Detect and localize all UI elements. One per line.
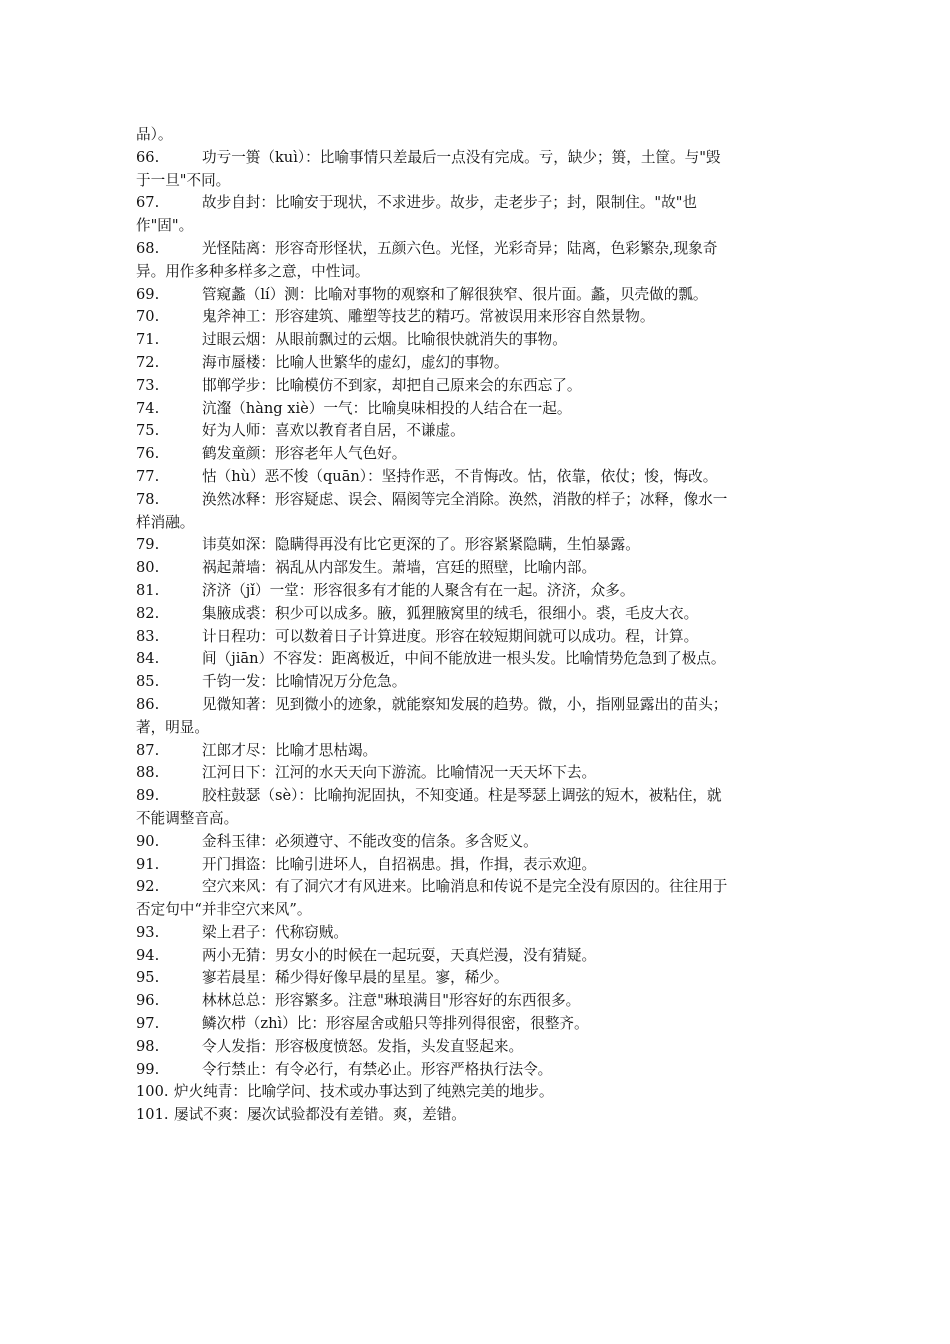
entry-number: 86.	[136, 695, 160, 713]
entry-text: 梁上君子：代称窃贼。	[202, 923, 348, 941]
entry-text: 功亏一篑（kuì）：比喻事情只差最后一点没有完成。亏，缺少；篑，土筐。与"毁	[202, 148, 721, 166]
entry-number: 78.	[136, 490, 160, 508]
idiom-entry	[136, 740, 816, 763]
entry-text: 两小无猜：男女小的时候在一起玩耍，天真烂漫，没有猜疑。	[202, 946, 597, 964]
idiom-entry	[136, 420, 816, 443]
entry-text: 鬼斧神工：形容建筑、雕塑等技艺的精巧。常被误用来形容自然景物。	[202, 308, 655, 326]
entry-text: 胶柱鼓瑟（sè）：比喻拘泥固执，不知变通。柱是琴瑟上调弦的短木，被粘住，就	[202, 787, 722, 805]
entry-number: 73.	[136, 376, 160, 394]
entry-number: 90.	[136, 832, 160, 850]
idiom-entry	[136, 352, 816, 375]
idiom-entry	[136, 990, 816, 1013]
entry-text: 令人发指：形容极度愤怒。发指，头发直竖起来。	[202, 1037, 524, 1055]
entry-text: 祸起萧墙：祸乱从内部发生。萧墙，宫廷的照壁，比喻内部。	[202, 559, 597, 577]
lead-line: 品）。	[136, 126, 173, 143]
idiom-entry	[136, 1036, 816, 1059]
idiom-entry	[136, 557, 816, 580]
entry-number: 91.	[136, 855, 160, 873]
idiom-entry	[136, 489, 816, 535]
entry-number: 68.	[136, 239, 160, 257]
entry-text: 计日程功：可以数着日子计算进度。形容在较短期间就可以成功。程，计算。	[202, 627, 699, 645]
entry-text: 故步自封：比喻安于现状，不求进步。故步，走老步子；封，限制住。"故"也	[202, 194, 698, 212]
entry-number: 82.	[136, 604, 160, 622]
idiom-entry	[136, 580, 816, 603]
entry-continuation: 样消融。	[136, 513, 195, 531]
entry-continuation: 异。用作多种多样多之意，中性词。	[136, 262, 370, 280]
idiom-entry	[136, 329, 816, 352]
idiom-entry	[136, 626, 816, 649]
entry-text: 江郎才尽：比喻才思枯竭。	[202, 741, 378, 759]
idiom-entry	[136, 398, 816, 421]
entry-number: 69.	[136, 285, 160, 303]
entry-number: 94.	[136, 946, 160, 964]
entry-text: 屡试不爽：屡次试验都没有差错。爽，差错。	[174, 1106, 466, 1124]
entry-text: 鳞次栉（zhì）比：形容屋舍或船只等排列得很密，很整齐。	[202, 1015, 589, 1033]
entry-text: 金科玉律：必须遵守、不能改变的信条。多含贬义。	[202, 832, 538, 850]
entry-number: 74.	[136, 399, 160, 417]
idiom-entry	[136, 375, 816, 398]
idiom-entry	[136, 534, 816, 557]
idiom-entry	[136, 466, 816, 489]
document-page	[136, 124, 816, 1127]
entry-number: 80.	[136, 559, 160, 577]
entry-text: 邯郸学步：比喻模仿不到家，却把自己原来会的东西忘了。	[202, 376, 582, 394]
idiom-entry	[136, 671, 816, 694]
entry-number: 85.	[136, 673, 160, 691]
idiom-entry	[136, 762, 816, 785]
entry-number: 96.	[136, 992, 160, 1010]
idiom-list	[136, 147, 816, 1127]
entry-number: 75.	[136, 422, 160, 440]
idiom-entry	[136, 694, 816, 740]
entry-text: 江河日下：江河的水天天向下游流。比喻情况一天天坏下去。	[202, 764, 597, 782]
idiom-entry	[136, 192, 816, 238]
entry-number: 92.	[136, 878, 160, 896]
entry-number: 76.	[136, 445, 160, 463]
entry-text: 空穴来风：有了洞穴才有风进来。比喻消息和传说不是完全没有原因的。往往用于	[202, 878, 728, 896]
entry-number: 98.	[136, 1037, 160, 1055]
idiom-entry	[136, 945, 816, 968]
idiom-entry	[136, 854, 816, 877]
entry-text: 海市蜃楼：比喻人世繁华的虚幻，虚幻的事物。	[202, 353, 509, 371]
entry-continuation: 著，明显。	[136, 718, 209, 736]
entry-number: 95.	[136, 969, 160, 987]
entry-number: 79.	[136, 536, 160, 554]
entry-text: 沆瀣（hàng xiè）一气：比喻臭味相投的人结合在一起。	[202, 399, 572, 417]
idiom-entry	[136, 147, 816, 193]
entry-text: 寥若晨星：稀少得好像早晨的星星。寥，稀少。	[202, 969, 509, 987]
idiom-entry	[136, 648, 816, 671]
entry-number: 89.	[136, 787, 160, 805]
entry-number: 77.	[136, 467, 160, 485]
idiom-entry	[136, 306, 816, 329]
entry-text: 间（jiān）不容发：距离极近，中间不能放进一根头发。比喻情势危急到了极点。	[202, 650, 726, 668]
entry-number: 84.	[136, 650, 160, 668]
entry-number: 81.	[136, 581, 160, 599]
idiom-entry	[136, 876, 816, 922]
entry-text: 见微知著：见到微小的迹象，就能察知发展的趋势。微，小，指刚显露出的苗头；	[202, 695, 728, 713]
entry-number: 101.	[136, 1106, 169, 1124]
entry-text: 集腋成裘：积少可以成多。腋，狐狸腋窝里的绒毛，很细小。裘，毛皮大衣。	[202, 604, 699, 622]
entry-number: 67.	[136, 194, 160, 212]
entry-number: 100.	[136, 1083, 169, 1101]
entry-text: 令行禁止：有令必行，有禁必止。形容严格执行法令。	[202, 1060, 553, 1078]
entry-text: 过眼云烟：从眼前飘过的云烟。比喻很快就消失的事物。	[202, 331, 567, 349]
entry-number: 70.	[136, 308, 160, 326]
idiom-entry	[136, 1081, 816, 1104]
entry-number: 88.	[136, 764, 160, 782]
entry-text: 怙（hù）恶不悛（quān）：坚持作恶，不肯悔改。怙，依靠，依仗；悛，悔改。	[202, 467, 718, 485]
entry-text: 光怪陆离：形容奇形怪状，五颜六色。光怪，光彩奇异；陆离，色彩繁杂,现象奇	[202, 239, 718, 257]
entry-text: 管窥蠡（lí）测：比喻对事物的观察和了解很狭窄、很片面。蠡，贝壳做的瓢。	[202, 285, 708, 303]
idiom-entry	[136, 603, 816, 626]
idiom-entry	[136, 1059, 816, 1082]
idiom-entry	[136, 238, 816, 284]
entry-text: 开门揖盗：比喻引进坏人，自招祸患。揖，作揖，表示欢迎。	[202, 855, 597, 873]
entry-continuation: 否定句中“并非空穴来风”。	[136, 901, 312, 919]
entry-number: 72.	[136, 353, 160, 371]
entry-text: 千钧一发：比喻情况万分危急。	[202, 673, 407, 691]
entry-number: 93.	[136, 923, 160, 941]
idiom-entry	[136, 922, 816, 945]
entry-number: 87.	[136, 741, 160, 759]
entry-text: 济济（jǐ）一堂：形容很多有才能的人聚含有在一起。济济，众多。	[202, 581, 635, 599]
idiom-entry	[136, 967, 816, 990]
entry-text: 林林总总：形容繁多。注意"琳琅满目"形容好的东西很多。	[202, 992, 581, 1010]
entry-text: 涣然冰释：形容疑虑、误会、隔阂等完全消除。涣然，消散的样子；冰释，像水一	[202, 490, 728, 508]
entry-continuation: 不能调整音高。	[136, 809, 239, 827]
entry-number: 71.	[136, 331, 160, 349]
idiom-entry	[136, 1013, 816, 1036]
idiom-entry	[136, 785, 816, 831]
idiom-entry	[136, 284, 816, 307]
entry-text: 鹤发童颜：形容老年人气色好。	[202, 445, 407, 463]
idiom-entry	[136, 443, 816, 466]
entry-number: 83.	[136, 627, 160, 645]
entry-text: 炉火纯青：比喻学问、技术或办事达到了纯熟完美的地步。	[174, 1083, 554, 1101]
entry-number: 99.	[136, 1060, 160, 1078]
idiom-entry	[136, 831, 816, 854]
idiom-entry	[136, 1104, 816, 1127]
entry-text: 讳莫如深：隐瞒得再没有比它更深的了。形容紧紧隐瞒，生怕暴露。	[202, 536, 640, 554]
entry-text: 好为人师：喜欢以教育者自居，不谦虚。	[202, 422, 465, 440]
entry-continuation: 于一旦"不同。	[136, 171, 231, 189]
entry-number: 66.	[136, 148, 160, 166]
entry-continuation: 作"固"。	[136, 217, 194, 235]
entry-number: 97.	[136, 1015, 160, 1033]
